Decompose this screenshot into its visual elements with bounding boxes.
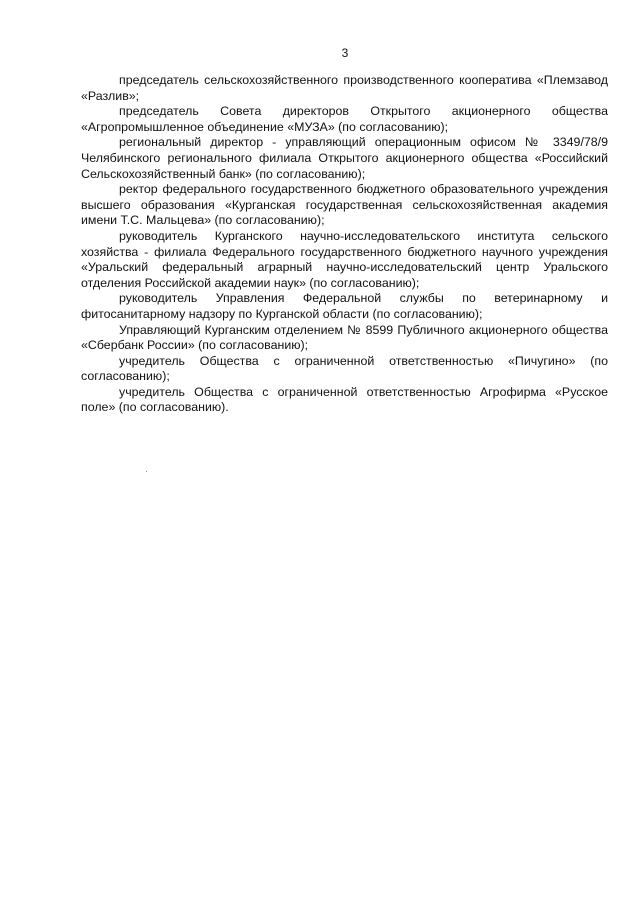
scan-speck: [146, 471, 147, 472]
member-item: Управляющий Курганским отделением № 8599 Публичного акционерного общества «Сбербанк России» (по согласованию);: [81, 322, 608, 353]
member-item: председатель сельскохозяйственного производственного кооператива «Племзавод «Разлив»;: [81, 73, 608, 103]
member-list: [81, 73, 608, 416]
member-item: учредитель Общества с ограниченной ответственностью «Пичугино» (по согласованию);: [81, 353, 608, 384]
page-number: 3: [341, 46, 349, 60]
member-item: руководитель Курганского научно-исследовательского института сельского хозяйства - филиала Федерального государственного бюджетного научного учреждения «Уральский федеральный аграрный научно-исследовательский центр Уральского отделения Российской академии наук» (по согласованию);: [81, 228, 608, 290]
member-item: ректор федерального государственного бюджетного образовательного учреждения высшего образования «Курганская государственная сельскохозяйственная академия имени Т.С. Мальцева» (по согласованию);: [81, 182, 608, 228]
member-item: руководитель Управления Федеральной службы по ветеринарному и фитосанитарному надзору по Курганской области (по согласованию);: [81, 291, 608, 321]
member-item: региональный директор - управляющий операционным офисом № 3349/78/9 Челябинского регионального филиала Открытого акционерного общества «Российский Сельскохозяйственный банк» (по согласованию);: [81, 135, 608, 181]
member-item: учредитель Общества с ограниченной ответственностью Агрофирма «Русское поле» (по согласованию).: [81, 384, 608, 415]
member-item: председатель Совета директоров Открытого акционерного общества «Агропромышленное объединение «МУЗА» (по согласованию);: [81, 104, 608, 134]
